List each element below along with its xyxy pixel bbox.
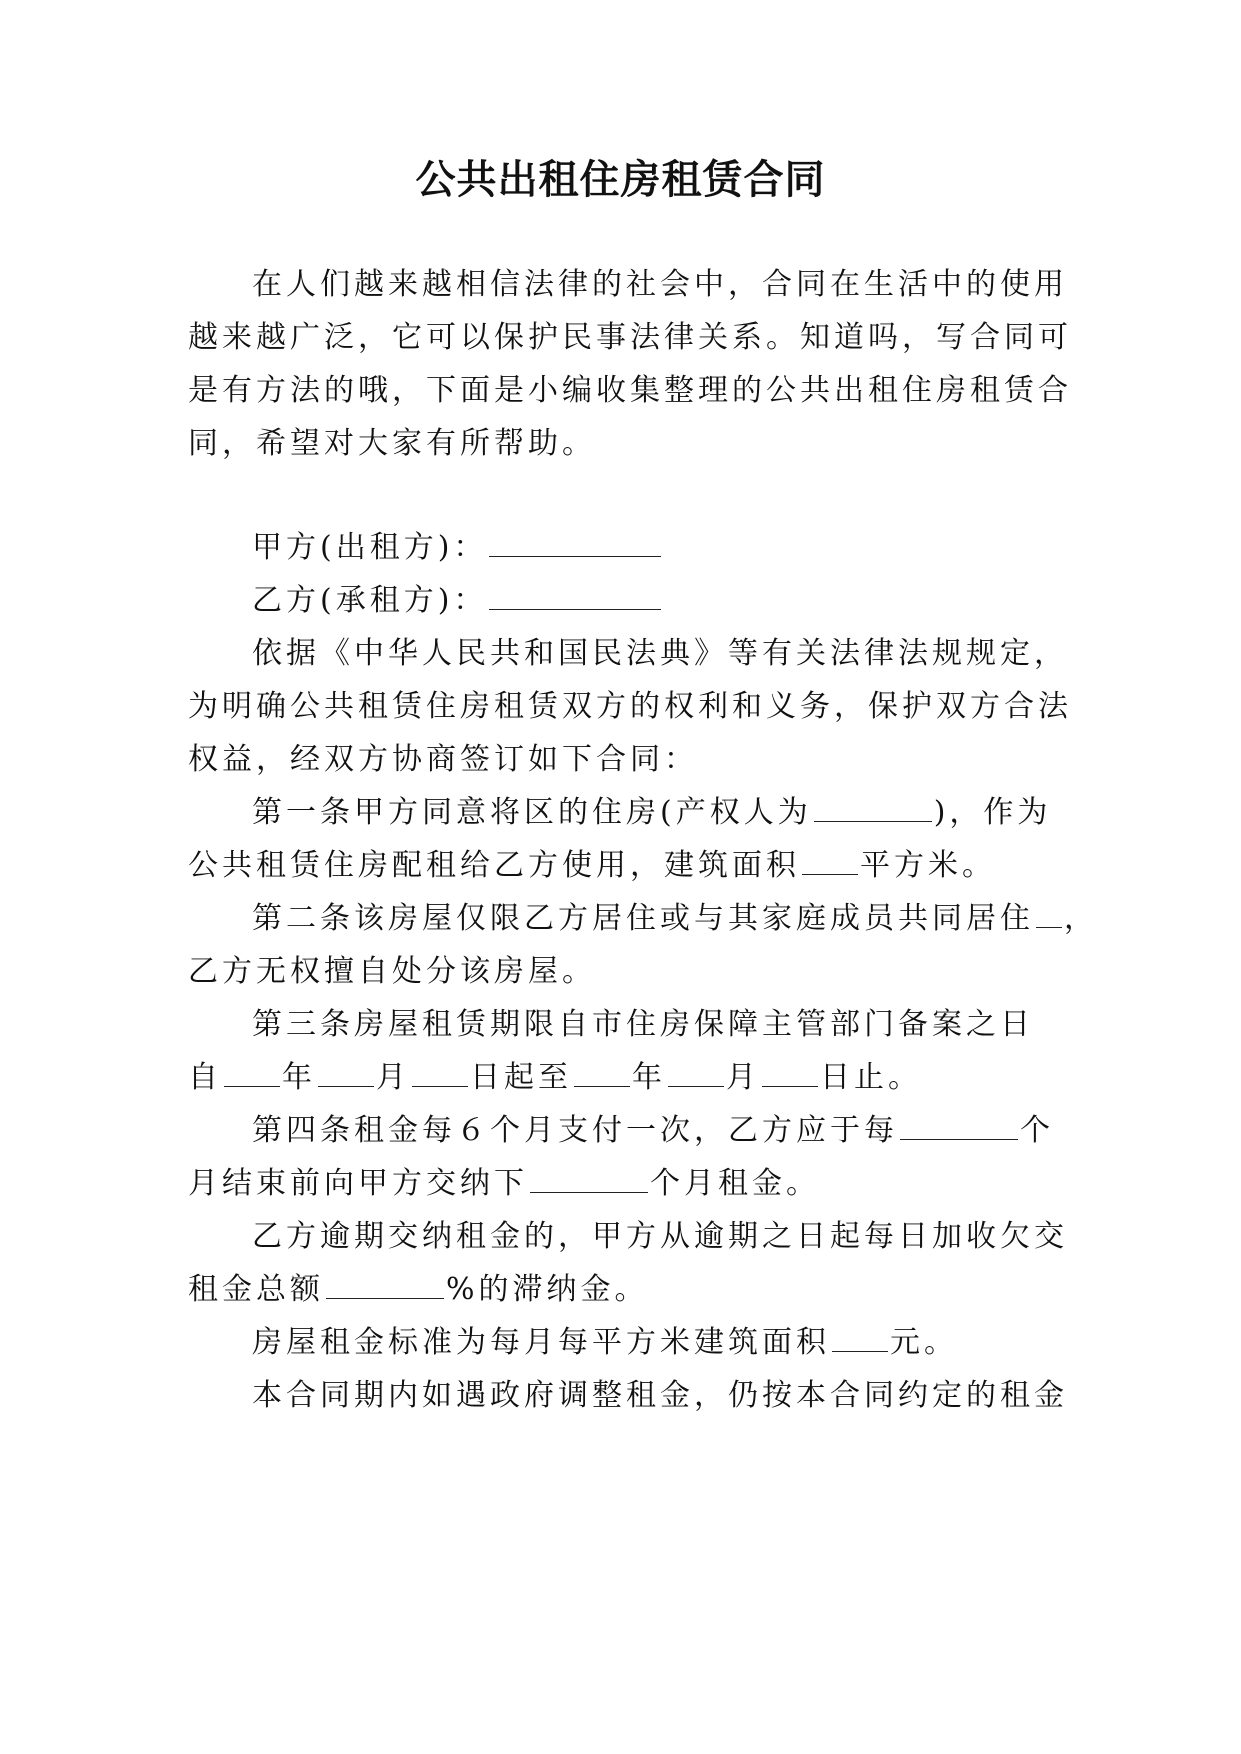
basis-line-2: 为明确公共租赁住房租赁双方的权利和义务，保护双方合法 [188, 689, 1072, 724]
date-text-until: 日起至 [470, 1060, 572, 1095]
document-title: 公共出租住房租赁合同 [415, 156, 826, 203]
article1-text-b: )，作为 [933, 795, 1052, 830]
area-blank [802, 873, 858, 875]
article1-line-2 [188, 843, 1058, 889]
intro-line-4: 同，希望对大家有所帮助。 [188, 426, 596, 461]
article2-text-b: ， [1064, 901, 1098, 936]
late-fee-text-a: 租金总额 [188, 1272, 324, 1307]
start-month-blank [318, 1085, 374, 1087]
owner-blank [814, 820, 932, 822]
late-fee-line-1: 乙方逾期交纳租金的，甲方从逾期之日起每日加收欠交 [252, 1219, 1068, 1254]
adjustment-line-1: 本合同期内如遇政府调整租金，仍按本合同约定的租金 [252, 1378, 1068, 1413]
residence-blank [1036, 926, 1062, 928]
article3-line-1: 第三条房屋租赁期限自市住房保障主管部门备案之日 [252, 1007, 1034, 1042]
end-year-blank [574, 1085, 630, 1087]
article2-line-2: 乙方无权擅自处分该房屋。 [188, 954, 596, 989]
article4-text-b: 个 [1020, 1113, 1054, 1148]
date-text-from: 自 [188, 1060, 222, 1095]
article2-line-1 [252, 896, 1098, 942]
intro-line-3: 是有方法的哦，下面是小编收集整理的公共出租住房租赁合 [188, 373, 1072, 408]
start-year-blank [224, 1085, 280, 1087]
date-text-year-2: 年 [632, 1060, 666, 1095]
article4-text-d: 个月租金。 [650, 1166, 820, 1201]
end-day-blank [762, 1085, 818, 1087]
article2-text-a: 第二条该房屋仅限乙方居住或与其家庭成员共同居住 [252, 901, 1034, 936]
party-b-line [252, 578, 1058, 624]
article1-line-1 [252, 790, 1058, 836]
late-fee-line-2 [188, 1267, 1058, 1313]
rent-rate-blank [832, 1350, 888, 1352]
basis-line-3: 权益，经双方协商签订如下合同： [188, 742, 698, 777]
party-a-label: 甲方(出租方)： [252, 530, 488, 565]
article4-line-1 [252, 1108, 1058, 1154]
date-text-end: 日止。 [820, 1060, 922, 1095]
rent-standard-line [252, 1320, 1058, 1366]
payment-period-blank [900, 1138, 1018, 1140]
date-text-year: 年 [282, 1060, 316, 1095]
article4-text-c: 月结束前向甲方交纳下 [188, 1166, 528, 1201]
date-text-month: 月 [376, 1060, 410, 1095]
party-b-blank [489, 608, 661, 610]
party-a-line [252, 525, 1058, 571]
party-a-blank [489, 555, 661, 557]
article1-text-d: 平方米。 [860, 848, 996, 883]
late-fee-text-b: %的滞纳金。 [446, 1272, 649, 1307]
late-fee-percent-blank [326, 1297, 444, 1299]
article4-line-2 [188, 1161, 1058, 1207]
intro-line-2: 越来越广泛，它可以保护民事法律关系。知道吗，写合同可 [188, 320, 1072, 355]
rent-standard-text-b: 元。 [890, 1325, 958, 1360]
article1-text-c: 公共租赁住房配租给乙方使用，建筑面积 [188, 848, 800, 883]
basis-line-1: 依据《中华人民共和国民法典》等有关法律法规规定， [252, 636, 1068, 671]
party-b-label: 乙方(承租方)： [252, 583, 488, 618]
article4-text-a: 第四条租金每６个月支付一次，乙方应于每 [252, 1113, 898, 1148]
date-text-month-2: 月 [726, 1060, 760, 1095]
end-month-blank [668, 1085, 724, 1087]
article1-text-a: 第一条甲方同意将区的住房(产权人为 [252, 795, 812, 830]
rent-standard-text-a: 房屋租金标准为每月每平方米建筑面积 [252, 1325, 830, 1360]
months-rent-blank [530, 1191, 648, 1193]
intro-line-1: 在人们越来越相信法律的社会中，合同在生活中的使用 [252, 267, 1068, 302]
article3-line-2 [188, 1055, 1058, 1101]
start-day-blank [412, 1085, 468, 1087]
